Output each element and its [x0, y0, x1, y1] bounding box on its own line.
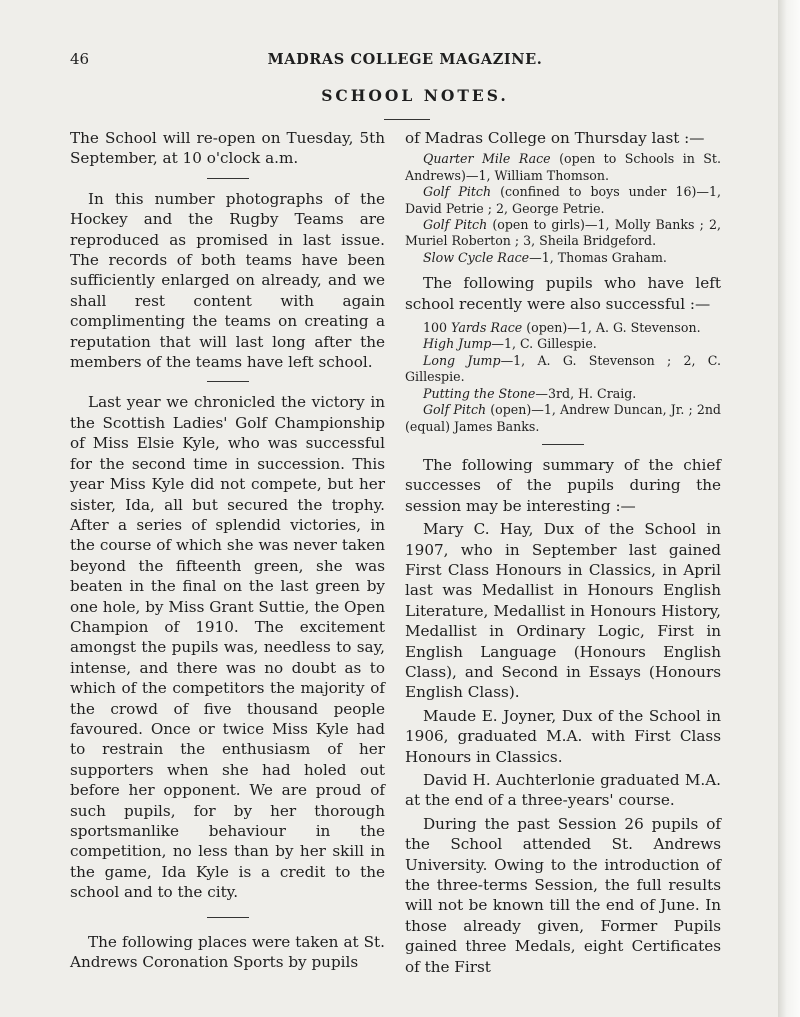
right-column [405, 128, 721, 977]
running-title: MADRAS COLLEGE MAGAZINE. [267, 51, 543, 68]
page-number: 46 [70, 50, 90, 68]
mary-hay-paragraph: Mary C. Hay, Dux of the School in 1907, who in September last gained First Class Honours in Classics, in April last was Medallist in Honours English Literature, Medallist in Honours History, Medallist in Ordinary Logic, First in English Language (Honours English Class), and Second in Essays (Honours English Class). [405, 520, 721, 702]
result-item: Golf Pitch (confined to boys under 16)—1, David Petrie ; 2, George Petrie. [405, 184, 722, 216]
result-item: High Jump—1, C. Gillespie. [423, 336, 597, 352]
divider [207, 917, 249, 918]
continued-paragraph: of Madras College on Thursday last :— [405, 129, 705, 147]
golf-championship-paragraph: Last year we chronicled the victory in the Scottish Ladies' Golf Championship of Miss Elsie Kyle, who was successful for the second time in succession. This year Miss Kyle did not compete, but her sister, Ida, all but secured the trophy. After a series of splendid victories, in the course of which she was never taken beyond the fifteenth green, she was beaten in the final on the last green by one hole, by Miss Grant Suttie, the Open Champion of 1910. The excitement amongst the pupils was, needless to say, intense, and there was no doubt as to which of the competitors the majority of the crowd of five thousand people favoured. Once or twice Miss Kyle had to restrain the enthusiasm of her supporters when she had holed out before her opponent. We are proud of such pupils, for by her thorough sportsmanlike behaviour in the competition, no less than by her skill in the game, Ida Kyle is a credit to the school and to the city. [70, 393, 385, 902]
summary-paragraph: The following summary of the chief successes of the pupils during the session may be interesting :— [405, 455, 721, 515]
title-divider [384, 119, 430, 120]
sports-results-list [405, 151, 721, 266]
result-item: 100 Yards Race (open)—1, A. G. Stevenson. [423, 320, 701, 336]
result-item: Golf Pitch (open to girls)—1, Molly Banks ; 2, Muriel Roberton ; 3, Sheila Bridgeford. [405, 217, 722, 249]
reopen-paragraph: The School will re-open on Tuesday, 5th September, at 10 o'clock a.m. [70, 129, 385, 168]
result-item: Golf Pitch (open)—1, Andrew Duncan, Jr. ; 2nd (equal) James Banks. [405, 402, 721, 434]
section-title: SCHOOL NOTES. [321, 86, 509, 105]
page-edge [778, 0, 800, 1017]
university-session-paragraph: During the past Session 26 pupils of the School attended St. Andrews University. Owing to the introduction of the three-terms Session, the full results will not be known till the end of June. In those already given, Former Pupils gained three Medals, eight Certificates of the First [405, 814, 721, 976]
result-item: Quarter Mile Race (open to Schools in St. Andrews)—1, William Thomson. [405, 151, 721, 183]
divider [207, 381, 249, 382]
photographs-paragraph: In this number photographs of the Hockey and the Rugby Teams are reproduced as promised in last issue. The records of both teams have been sufficiently enlarged on already, and we shall rest content with again complimenting the teams on creating a reputation that will last long after the members of the teams have left school. [70, 189, 385, 372]
left-column [70, 128, 385, 972]
coronation-sports-paragraph: The following places were taken at St. Andrews Coronation Sports by pupils [70, 932, 385, 972]
former-pupils-paragraph: The following pupils who have left school recently were also successful :— [405, 274, 721, 313]
auchterlonie-paragraph: David H. Auchterlonie graduated M.A. at the end of a three-years' course. [405, 771, 721, 810]
former-pupils-results-list [405, 320, 721, 435]
result-item: Slow Cycle Race—1, Thomas Graham. [423, 249, 667, 265]
divider [207, 178, 249, 179]
result-item: Long Jump—1, A. G. Stevenson ; 2, C. Gillespie. [405, 352, 721, 385]
divider [542, 444, 584, 445]
result-item: Putting the Stone—3rd, H. Craig. [423, 385, 637, 401]
maude-joyner-paragraph: Maude E. Joyner, Dux of the School in 1906, graduated M.A. with First Class Honours in Classics. [405, 706, 721, 766]
